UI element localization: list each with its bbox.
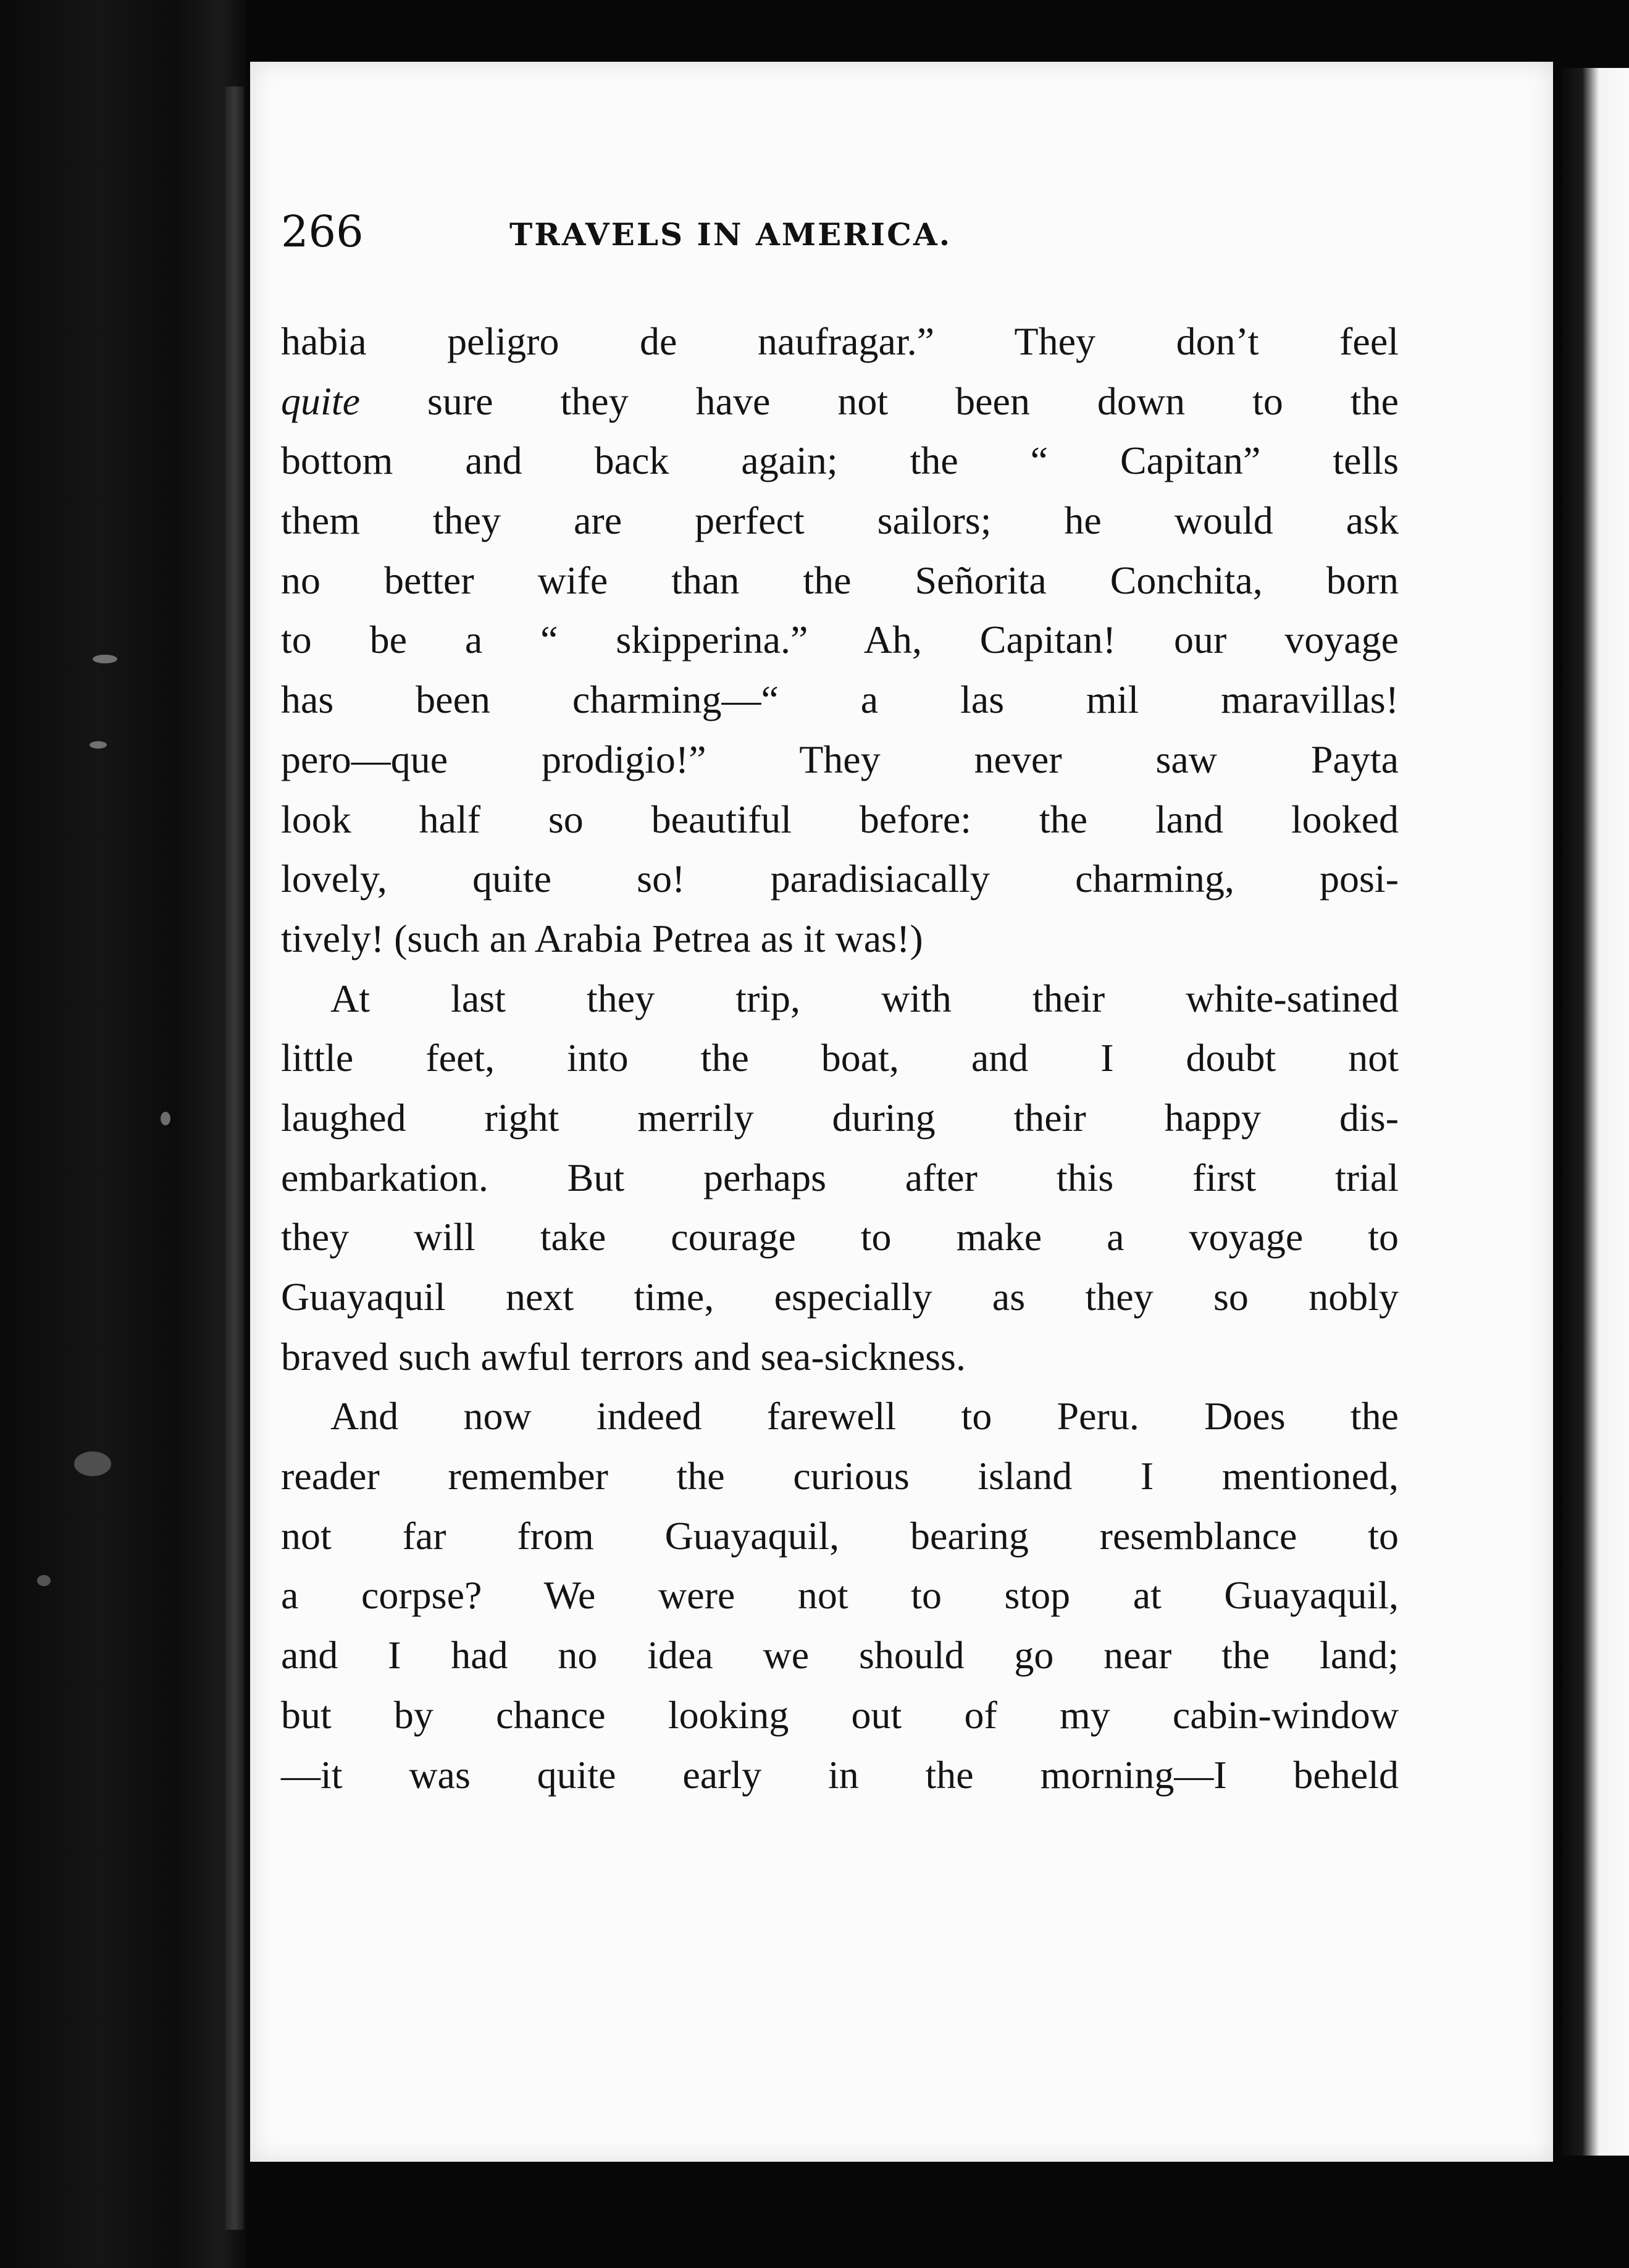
text-line: pero—que prodigio!” They never saw Payta xyxy=(281,737,1399,781)
scan-speck xyxy=(74,1451,111,1476)
adjacent-page-edge xyxy=(1562,68,1629,2156)
scan-speck xyxy=(93,655,117,663)
text-line: has been charming—“ a las mil maravillas! xyxy=(281,678,1399,722)
body-text xyxy=(281,312,1399,1805)
text-line: reader remember the curious island I mentioned, xyxy=(281,1454,1399,1498)
text-line: bottom and back again; the “ Capitan” tells xyxy=(281,439,1399,483)
text-line: quite sure they have not been down to the xyxy=(281,379,1399,423)
text-line: not far from Guayaquil, bearing resemblance to xyxy=(281,1513,1399,1558)
text-line: braved such awful terrors and sea-sickness. xyxy=(281,1334,966,1379)
running-head: TRAVELS IN AMERICA. xyxy=(509,216,952,253)
text-line: but by chance looking out of my cabin-window xyxy=(281,1692,1399,1737)
book-binding xyxy=(0,0,247,2268)
text-line: they will take courage to make a voyage to xyxy=(281,1215,1399,1259)
text-line: lovely, quite so! paradisiacally charming, posi- xyxy=(281,857,1399,901)
text-line: to be a “ skipperina.” Ah, Capitan! our voyage xyxy=(281,618,1399,662)
text-line: look half so beautiful before: the land looked xyxy=(281,797,1399,841)
scan-speck xyxy=(161,1112,170,1125)
text-line: laughed right merrily during their happy dis- xyxy=(281,1095,1399,1140)
binding-edge xyxy=(225,86,244,2230)
page-header xyxy=(281,204,1226,259)
scan-speck xyxy=(90,741,107,749)
text-line: no better wife than the Señorita Conchita, born xyxy=(281,558,1399,602)
text-line: embarkation. But perhaps after this first trial xyxy=(281,1155,1399,1199)
text-line: Guayaquil next time, especially as they so nobly xyxy=(281,1275,1399,1319)
text-line: tively! (such an Arabia Petrea as it was!) xyxy=(281,916,923,960)
text-line: —it was quite early in the morning—I beheld xyxy=(281,1752,1399,1797)
text-line: And now indeed farewell to Peru. Does the xyxy=(330,1394,1399,1438)
text-line: little feet, into the boat, and I doubt not xyxy=(281,1036,1399,1080)
text-line: a corpse? We were not to stop at Guayaquil, xyxy=(281,1573,1399,1618)
text-line: At last they trip, with their white-satined xyxy=(330,976,1399,1020)
scan-speck xyxy=(37,1575,51,1586)
text-line: them they are perfect sailors; he would ask xyxy=(281,498,1399,543)
italic-emphasis: quite xyxy=(281,379,360,423)
page-number: 266 xyxy=(281,206,364,257)
text-line: and I had no idea we should go near the land; xyxy=(281,1633,1399,1678)
text-line: habia peligro de naufragar.” They don’t feel xyxy=(281,319,1399,363)
